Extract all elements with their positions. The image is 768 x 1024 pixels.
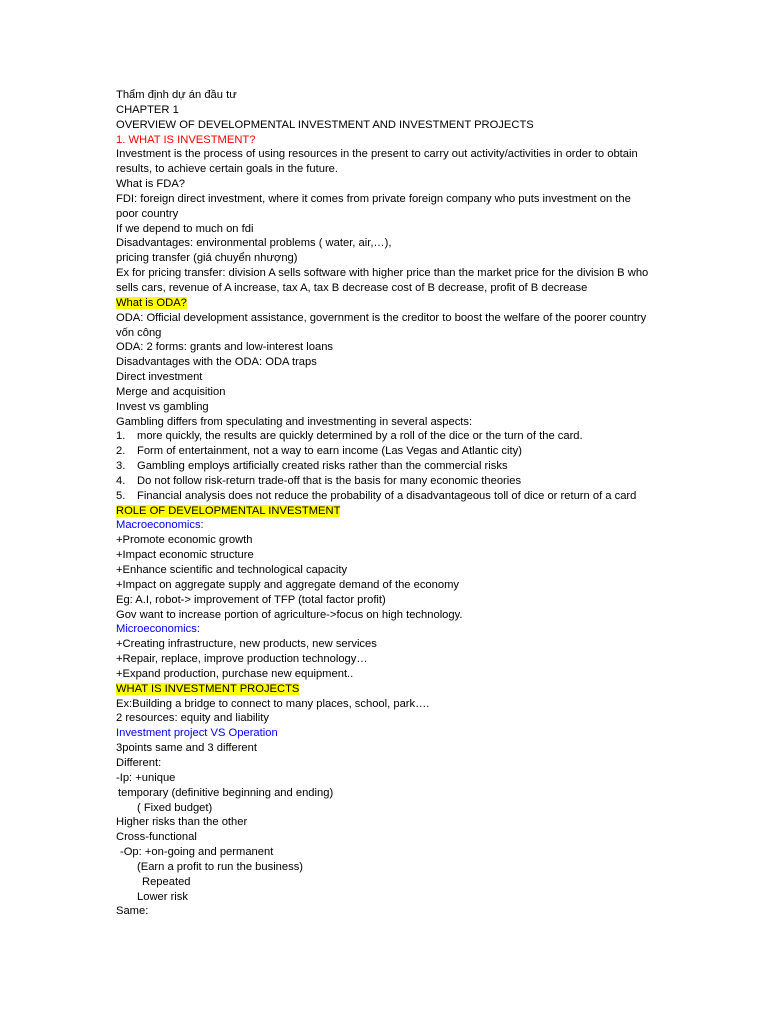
heading-investment-projects: WHAT IS INVESTMENT PROJECTS: [116, 682, 300, 695]
paragraph-fixed-budget: ( Fixed budget): [137, 801, 213, 814]
paragraph-oda-disadvantages: Disadvantages with the ODA: ODA traps: [116, 356, 317, 369]
paragraph-cross-functional: Cross-functional: [116, 831, 197, 844]
list-item: +Expand production, purchase new equipment..: [116, 667, 354, 680]
paragraph-repeated: Repeated: [142, 875, 191, 888]
chapter-title: OVERVIEW OF DEVELOPMENTAL INVESTMENT AND INVESTMENT PROJECTS: [116, 118, 534, 131]
list-item: +Repair, replace, improve production technology…: [116, 653, 368, 666]
paragraph-pricing-example: Ex for pricing transfer: division A sells software with higher price than the market price for the division B who sells cars, revenue of A increase, tax A, tax B decrease cost of B decrease, profit of B decrease: [116, 267, 649, 294]
gambling-list: [116, 429, 656, 503]
heading-macroeconomics: Macroeconomics:: [116, 519, 204, 532]
paragraph-temporary: temporary (definitive beginning and ending): [118, 786, 334, 799]
paragraph-points: 3points same and 3 different: [116, 742, 257, 755]
list-item: 3. Gambling employs artificially created risks rather than the commercial risks: [116, 460, 508, 473]
paragraph-different: Different:: [116, 756, 162, 769]
paragraph-resources: 2 resources: equity and liability: [116, 712, 269, 725]
heading-project-vs-operation: Investment project VS Operation: [116, 727, 278, 740]
paragraph-pricing-transfer: pricing transfer (giá chuyển nhượng): [116, 252, 298, 265]
list-item: Gov want to increase portion of agriculture->focus on high technology.: [116, 608, 463, 621]
paragraph-ip-unique: -Ip: +unique: [116, 771, 176, 784]
list-item: +Creating infrastructure, new products, new services: [116, 638, 377, 651]
paragraph-lower-risk: Lower risk: [137, 890, 188, 903]
paragraph-merge-acquisition: Merge and acquisition: [116, 385, 226, 398]
paragraph-earn-profit: (Earn a profit to run the business): [137, 860, 304, 873]
paragraph-direct-investment: Direct investment: [116, 371, 203, 384]
paragraph-op-ongoing: -Op: +on-going and permanent: [120, 846, 274, 859]
paragraph-gambling-differs: Gambling differs from speculating and investmenting in several aspects:: [116, 415, 473, 428]
paragraph-invest-vs-gambling: Invest vs gambling: [116, 400, 209, 413]
document-title: Thẩm định dự án đầu tư: [116, 89, 237, 101]
heading-what-is-investment: 1. WHAT IS INVESTMENT?: [116, 133, 256, 146]
list-item: 4. Do not follow risk-return trade-off that is the basis for many economic theories: [116, 474, 522, 487]
paragraph-disadvantages: Disadvantages: environmental problems ( water, air,…),: [116, 237, 392, 250]
paragraph-same: Same:: [116, 905, 149, 918]
paragraph-investment-definition: Investment is the process of using resources in the present to carry out activity/activities in order to obtain results, to achieve certain goals in the future.: [116, 148, 638, 176]
heading-what-is-oda: What is ODA?: [116, 296, 187, 309]
list-item: 1. more quickly, the results are quickly determined by a roll of the dice or the turn of the card.: [116, 430, 583, 443]
list-item: +Impact economic structure: [116, 549, 254, 562]
question-what-is-fda: What is FDA?: [116, 178, 186, 191]
paragraph-oda-forms: ODA: 2 forms: grants and low-interest loans: [116, 341, 334, 354]
paragraph-higher-risks: Higher risks than the other: [116, 816, 248, 829]
list-item: +Promote economic growth: [116, 534, 253, 547]
heading-role-of-investment: ROLE OF DEVELOPMENTAL INVESTMENT: [116, 504, 341, 517]
list-item: 5. Financial analysis does not reduce the probability of a disadvantageous toll of dice or return of a card: [116, 489, 637, 502]
list-item: +Enhance scientific and technological capacity: [116, 564, 348, 576]
chapter-number: CHAPTER 1: [116, 103, 179, 116]
heading-microeconomics: Microeconomics:: [116, 623, 200, 636]
list-item: Eg: A.I, robot-> improvement of TFP (total factor profit): [116, 593, 386, 606]
list-item: 2. Form of entertainment, not a way to earn income (Las Vegas and Atlantic city): [116, 445, 522, 458]
paragraph-bridge-example: Ex:Building a bridge to connect to many places, school, park….: [116, 697, 430, 710]
paragraph-oda-definition: ODA: Official development assistance, government is the creditor to boost the welfare of the poorer country vốn công: [116, 311, 647, 339]
list-item: +Impact on aggregate supply and aggregate demand of the economy: [116, 578, 460, 591]
paragraph-fdi-definition: FDI: foreign direct investment, where it comes from private foreign company who puts investment on the poor country: [116, 192, 631, 220]
document-body: [116, 88, 656, 919]
paragraph-depend-fdi: If we depend to much on fdi: [116, 222, 254, 235]
